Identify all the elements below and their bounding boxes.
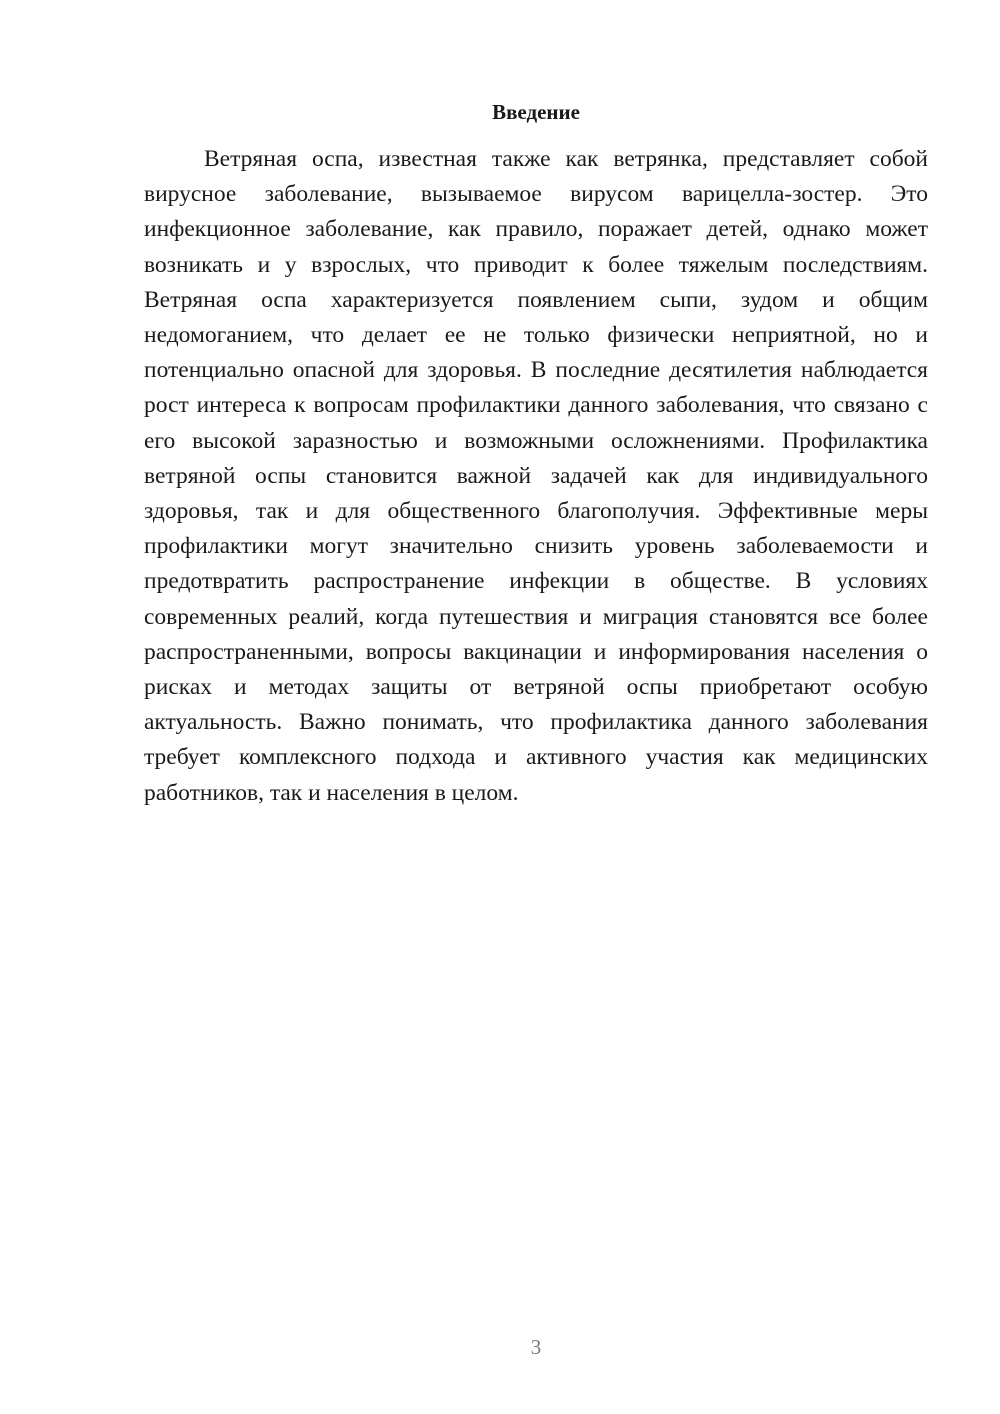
section-heading: Введение [492,100,580,124]
introduction-paragraph: Ветряная оспа, известная также как ветрянка, представляет собой вирусное заболевание, вызываемое вирусом варицелла-зостер. Это инфекционное заболевание, как правило, поражает детей, однако может возникать и у взрослых, что приводит к более тяжелым последствиям. Ветряная оспа характеризуется появлением сыпи, зудом и общим недомоганием, что делает ее не только физически неприятной, но и потенциально опасной для здоровья. В последние десятилетия наблюдается рост интереса к вопросам профилактики данного заболевания, что связано с его высокой заразностью и возможными осложнениями. Профилактика ветряной оспы становится важной задачей как для индивидуального здоровья, так и для общественного благополучия. Эффективные меры профилактики могут значительно снизить уровень заболеваемости и предотвратить распространение инфекции в обществе. В условиях современных реалий, когда путешествия и миграция становятся все более распространенными, вопросы вакцинации и информирования населения о рисках и методах защиты от ветряной оспы приобретают особую актуальность. Важно понимать, что профилактика данного заболевания требует комплексного подхода и активного участия как медицинских работников, так и населения в целом. [144,146,928,806]
page-number: 3 [530,1335,542,1359]
